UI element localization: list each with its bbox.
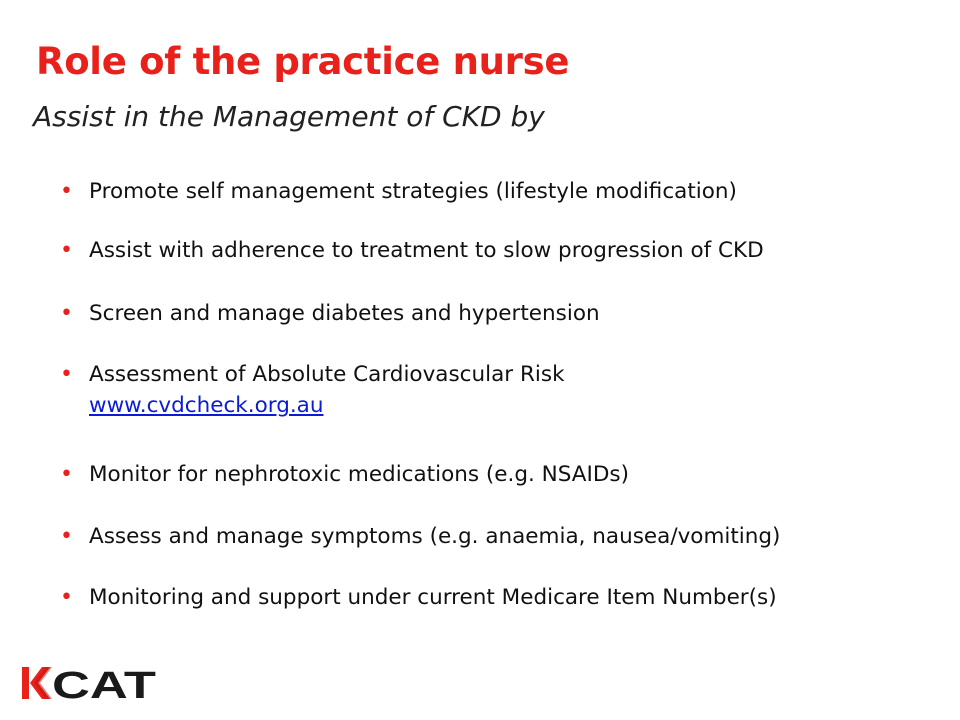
bullet-dot-icon: • [60, 301, 73, 326]
bullet-dot-icon: • [60, 524, 73, 549]
bullet-text-with-link [89, 359, 565, 421]
kcat-logo-text: CAT [52, 665, 156, 705]
bullet-text: Assessment of Absolute Cardiovascular Risk [89, 362, 565, 387]
bullet-text: Assess and manage symptoms (e.g. anaemia, nausea/vomiting) [89, 524, 781, 549]
bullet-dot-icon: • [60, 238, 73, 263]
bullet-text: Monitoring and support under current Medicare Item Number(s) [89, 585, 777, 610]
kcat-logo-k-mark [22, 667, 52, 699]
bullet-text: Promote self management strategies (lifestyle modification) [89, 179, 737, 204]
slide-title: Role of the practice nurse [36, 40, 570, 83]
cvdcheck-link[interactable]: www.cvdcheck.org.au [89, 393, 324, 418]
bullet-dot-icon: • [60, 179, 73, 204]
bullet-dot-icon: • [60, 362, 73, 387]
bullet-text: Screen and manage diabetes and hypertension [89, 301, 600, 326]
bullet-text: Monitor for nephrotoxic medications (e.g. NSAIDs) [89, 462, 629, 487]
bullet-text: Assist with adherence to treatment to slow progression of CKD [89, 238, 764, 263]
bullet-dot-icon: • [60, 585, 73, 610]
kcat-logo [22, 661, 162, 705]
slide-subtitle: Assist in the Management of CKD by [33, 100, 545, 133]
bullet-dot-icon: • [60, 462, 73, 487]
